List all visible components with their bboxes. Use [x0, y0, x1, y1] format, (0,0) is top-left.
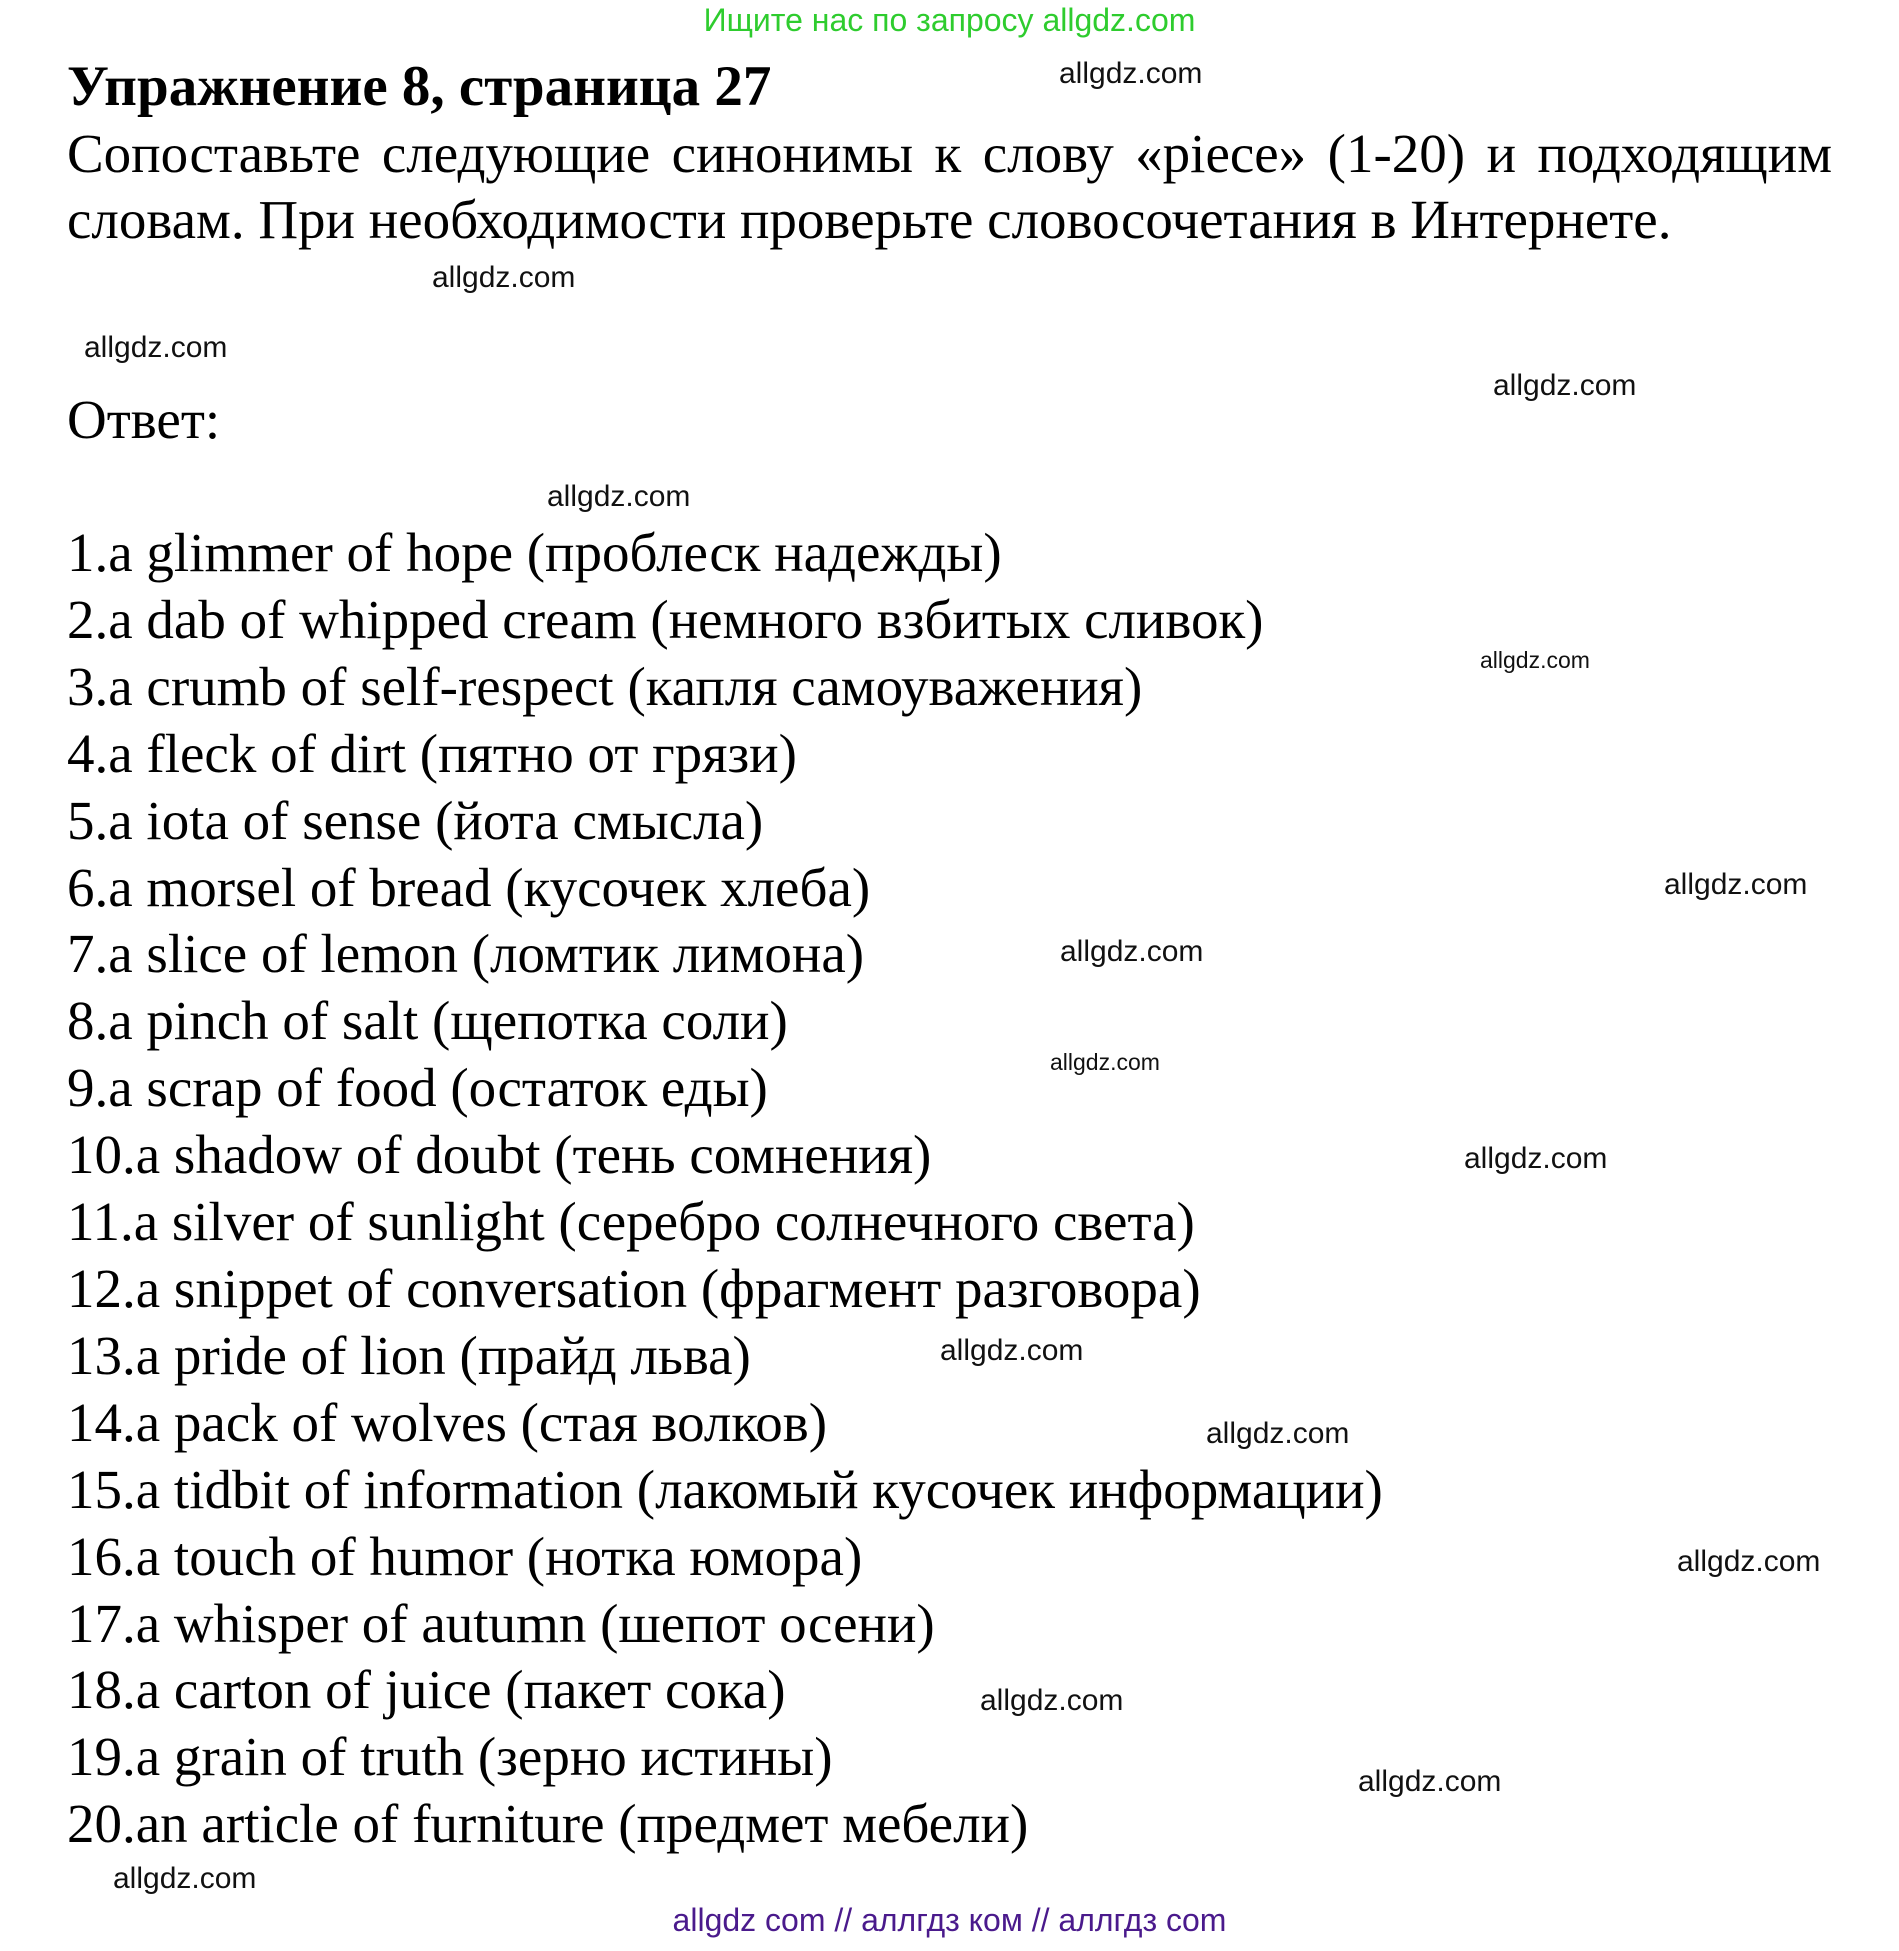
list-item: 20.an article of furniture (предмет мебели) [67, 1793, 1029, 1855]
watermark: allgdz.com [980, 1684, 1124, 1717]
watermark: allgdz.com [1059, 57, 1203, 90]
list-item: 8.a pinch of salt (щепотка соли) [67, 990, 788, 1052]
watermark: allgdz.com [940, 1334, 1084, 1367]
list-item: 7.a slice of lemon (ломтик лимона) [67, 923, 865, 985]
list-item: 5.a iota of sense (йота смысла) [67, 789, 764, 851]
watermark: allgdz.com [84, 331, 228, 364]
task-text: Сопоставьте следующие синонимы к слову «piece» (1-20) и подходящим словам. При необходимости проверьте словосочетания в Интернете. [67, 123, 1832, 250]
list-item: 1.a glimmer of hope (проблеск надежды) [67, 522, 1002, 583]
list-item: 9.a scrap of food (остаток еды) [67, 1057, 768, 1119]
page-title: Упражнение 8, страница 27 [67, 55, 772, 118]
list-item: 4.a fleck of dirt (пятно от грязи) [67, 722, 797, 784]
list-item: 14.a pack of wolves (стая волков) [67, 1391, 828, 1453]
watermark: allgdz.com [113, 1862, 257, 1895]
list-item: 16.a touch of humor (нотка юмора) [67, 1525, 863, 1587]
list-item: 18.a carton of juice (пакет сока) [67, 1659, 786, 1721]
watermark: allgdz.com [432, 261, 576, 294]
list-item: 2.a dab of whipped cream (немного взбитых сливок) [67, 588, 1264, 650]
list-item: 12.a snippet of conversation (фрагмент разговора) [67, 1257, 1201, 1319]
list-item: 11.a silver of sunlight (серебро солнечного света) [67, 1191, 1195, 1253]
watermark: allgdz.com [1677, 1545, 1821, 1578]
watermark: allgdz.com [1664, 868, 1808, 901]
watermark: allgdz.com [1050, 1049, 1160, 1075]
list-item: 17.a whisper of autumn (шепот осени) [67, 1592, 935, 1654]
top-banner: Ищите нас по запросу allgdz.com [703, 2, 1196, 38]
watermark: allgdz.com [1206, 1417, 1350, 1450]
watermark: allgdz.com [1060, 935, 1204, 968]
list-item: 6.a morsel of bread (кусочек хлеба) [67, 856, 871, 918]
answer-list [67, 520, 1383, 1858]
list-item: 19.a grain of truth (зерно истины) [67, 1726, 833, 1788]
watermark: allgdz.com [547, 480, 691, 513]
watermark: allgdz.com [1358, 1765, 1502, 1798]
footer-watermark: allgdz com // аллгдз ком // аллгдз com [672, 1902, 1227, 1938]
list-item: 3.a crumb of self-respect (капля самоуважения) [67, 655, 1143, 717]
list-item: 10.a shadow of doubt (тень сомнения) [67, 1124, 932, 1186]
list-item: 15.a tidbit of information (лакомый кусочек информации) [67, 1458, 1383, 1520]
answer-label: Ответ: [67, 389, 221, 450]
watermark: allgdz.com [1480, 647, 1590, 673]
watermark: allgdz.com [1493, 369, 1637, 402]
watermark: allgdz.com [1464, 1142, 1608, 1175]
list-item: 13.a pride of lion (прайд льва) [67, 1324, 751, 1386]
